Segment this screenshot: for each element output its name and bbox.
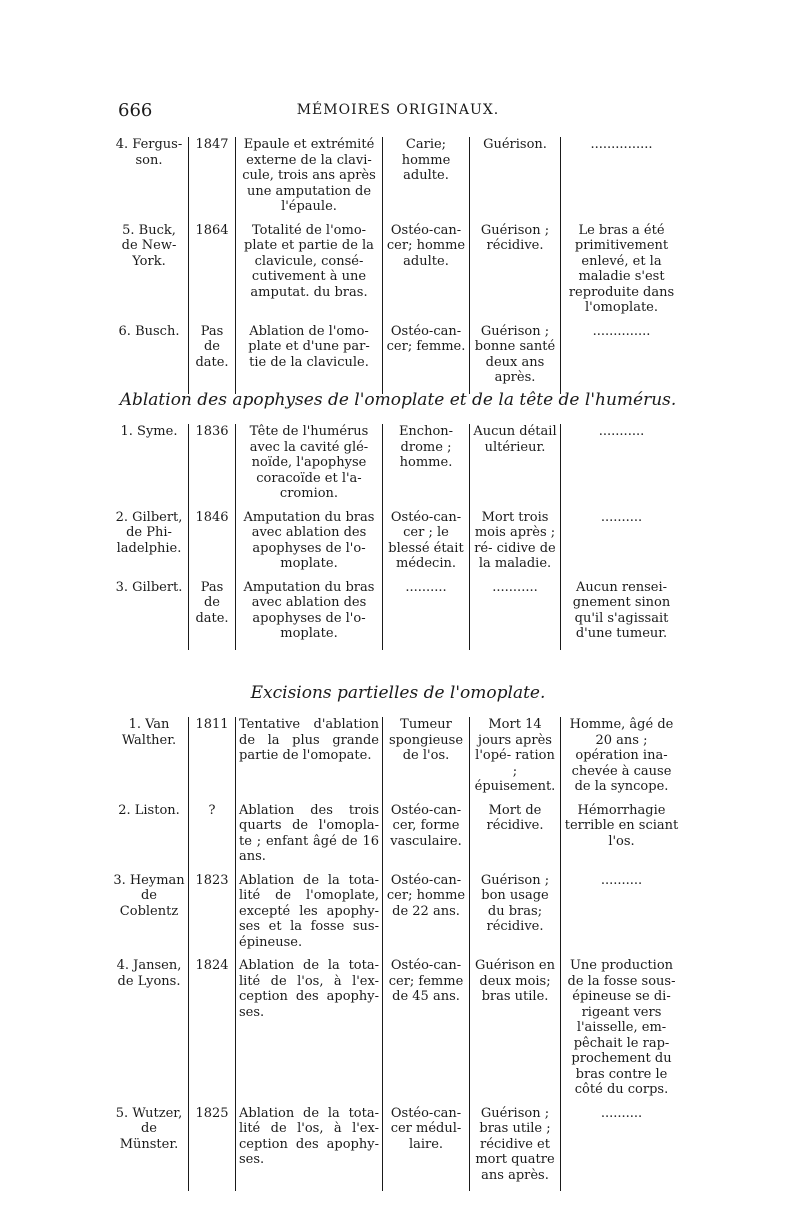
result-cell: Aucun détail ultérieur. xyxy=(470,424,561,510)
cases-table-scapula-total xyxy=(110,137,682,394)
remarks-cell: Homme, âgé de 20 ans ; opération ina- chevée à cause de la syncope. xyxy=(561,717,683,803)
case-cell: 5. Buck, de New- York. xyxy=(121,222,177,269)
operation-cell: Ablation de la tota- lité de l'omoplate, excepté les apophy- ses et la fosse sus- épineuse. xyxy=(236,873,383,959)
operation-cell: Totalité de l'omo- plate et partie de la clavicule, consé- cutivement à une amputat. du bras. xyxy=(236,223,383,324)
year-cell: 1823 xyxy=(189,873,236,959)
cause-cell: Ostéo-can- cer médul- laire. xyxy=(383,1106,470,1192)
cause-cell: Ostéo-can- cer; homme de 22 ans. xyxy=(383,873,470,959)
case-cell: 1. Syme. xyxy=(120,424,178,439)
remarks-cell: .......... xyxy=(561,510,683,580)
case-cell: 5. Wutzer, de Münster. xyxy=(115,1105,183,1152)
year-cell: 1847 xyxy=(189,137,236,223)
year-cell: 1864 xyxy=(189,223,236,324)
running-title: MÉMOIRES ORIGINAUX. xyxy=(296,102,500,118)
result-cell: Mort de récidive. xyxy=(470,803,561,873)
cases-table-apophyses xyxy=(110,424,682,650)
remarks-cell: .......... xyxy=(561,873,683,959)
remarks-cell: Aucun rensei- gnement sinon qu'il s'agissait d'une tumeur. xyxy=(561,580,683,650)
operation-cell: Epaule et extrémité externe de la clavi- cule, trois ans après une amputation de l'épaule. xyxy=(236,137,383,223)
operation-cell: Tentative d'ablation de la plus grande partie de l'omopate. xyxy=(236,717,383,803)
cause-cell: Carie; homme adulte. xyxy=(383,137,470,223)
result-cell: Guérison ; bon usage du bras; récidive. xyxy=(470,873,561,959)
remarks-cell: Le bras a été primitivement enlevé, et la maladie s'est reproduite dans l'omoplate. xyxy=(561,223,683,324)
year-cell: 1825 xyxy=(189,1106,236,1192)
year-cell: Pas de date. xyxy=(189,324,236,394)
cause-cell: Tumeur spongieuse de l'os. xyxy=(383,717,470,803)
year-cell: ? xyxy=(189,803,236,873)
table-row xyxy=(110,717,682,803)
page-number: 666 xyxy=(118,100,153,121)
table-row xyxy=(110,1106,682,1192)
remarks-cell: .......... xyxy=(561,1106,683,1192)
case-cell: 3. Heyman de Coblentz xyxy=(113,872,185,919)
remarks-cell: Une production de la fosse sous- épineuse se di- rigeant vers l'aisselle, em- pêchait le rap- prochement du bras contre le côté du corps. xyxy=(561,958,683,1106)
page-header xyxy=(118,100,678,124)
remarks-cell: .............. xyxy=(561,324,683,394)
cause-cell: .......... xyxy=(383,580,470,650)
table-row xyxy=(110,223,682,324)
result-cell: Mort 14 jours après l'opé- ration ; épuisement. xyxy=(470,717,561,803)
operation-cell: Ablation de la tota- lité de l'os, à l'ex- ception des apophy- ses. xyxy=(236,958,383,1106)
operation-cell: Tête de l'humérus avec la cavité glé- noïde, l'apophyse coracoïde et l'a- cromion. xyxy=(236,424,383,510)
case-cell: 1. Van Walther. xyxy=(121,717,177,748)
operation-cell: Amputation du bras avec ablation des apophyses de l'o- moplate. xyxy=(236,510,383,580)
operation-cell: Amputation du bras avec ablation des apophyses de l'o- moplate. xyxy=(236,580,383,650)
section-heading-apophyses: Ablation des apophyses de l'omoplate et de la tête de l'humérus. xyxy=(119,390,677,410)
case-cell: 4. Jansen, de Lyons. xyxy=(116,958,182,989)
year-cell: Pas de date. xyxy=(189,580,236,650)
cause-cell: Ostéo-can- cer; femme. xyxy=(383,324,470,394)
cause-cell: Enchon- drome ; homme. xyxy=(383,424,470,510)
result-cell: Guérison en deux mois; bras utile. xyxy=(470,958,561,1106)
case-cell: 3. Gilbert. xyxy=(115,579,183,595)
table-row xyxy=(110,958,682,1106)
operation-cell: Ablation des trois quarts de l'omopla- te ; enfant âgé de 16 ans. xyxy=(236,803,383,873)
table-row xyxy=(110,873,682,959)
result-cell: ........... xyxy=(470,580,561,650)
cause-cell: Ostéo-can- cer, forme vasculaire. xyxy=(383,803,470,873)
table-row xyxy=(110,324,682,394)
remarks-cell: ............... xyxy=(561,137,683,223)
table-row xyxy=(110,424,682,510)
case-cell: 2. Liston. xyxy=(118,802,180,818)
result-cell: Mort trois mois après ; ré- cidive de la maladie. xyxy=(470,510,561,580)
table-row xyxy=(110,137,682,223)
cause-cell: Ostéo-can- cer; femme de 45 ans. xyxy=(383,958,470,1106)
table-row xyxy=(110,580,682,650)
result-cell: Guérison ; récidive. xyxy=(470,223,561,324)
year-cell: 1824 xyxy=(189,958,236,1106)
year-cell: 1811 xyxy=(189,717,236,803)
cause-cell: Ostéo-can- cer; homme adulte. xyxy=(383,223,470,324)
case-cell: 2. Gilbert, de Phi- ladelphie. xyxy=(115,509,183,556)
remarks-cell: ........... xyxy=(561,424,683,510)
year-cell: 1846 xyxy=(189,510,236,580)
cause-cell: Ostéo-can- cer ; le blessé était médecin. xyxy=(383,510,470,580)
operation-cell: Ablation de l'omo- plate et d'une par- tie de la clavicule. xyxy=(236,324,383,394)
year-cell: 1836 xyxy=(189,424,236,510)
table-row xyxy=(110,510,682,580)
table-row xyxy=(110,803,682,873)
result-cell: Guérison ; bonne santé deux ans après. xyxy=(470,324,561,394)
result-cell: Guérison. xyxy=(470,137,561,223)
case-cell: 4. Fergus- son. xyxy=(115,137,183,168)
case-cell: 6. Busch. xyxy=(118,323,180,339)
operation-cell: Ablation de la tota- lité de l'os, à l'ex- ception des apophy- ses. xyxy=(236,1106,383,1192)
cases-table-partial-excisions xyxy=(110,717,682,1191)
result-cell: Guérison ; bras utile ; récidive et mort quatre ans après. xyxy=(470,1106,561,1192)
section-heading-partial-excisions: Excisions partielles de l'omoplate. xyxy=(250,683,546,703)
remarks-cell: Hémorrhagie terrible en sciant l'os. xyxy=(561,803,683,873)
